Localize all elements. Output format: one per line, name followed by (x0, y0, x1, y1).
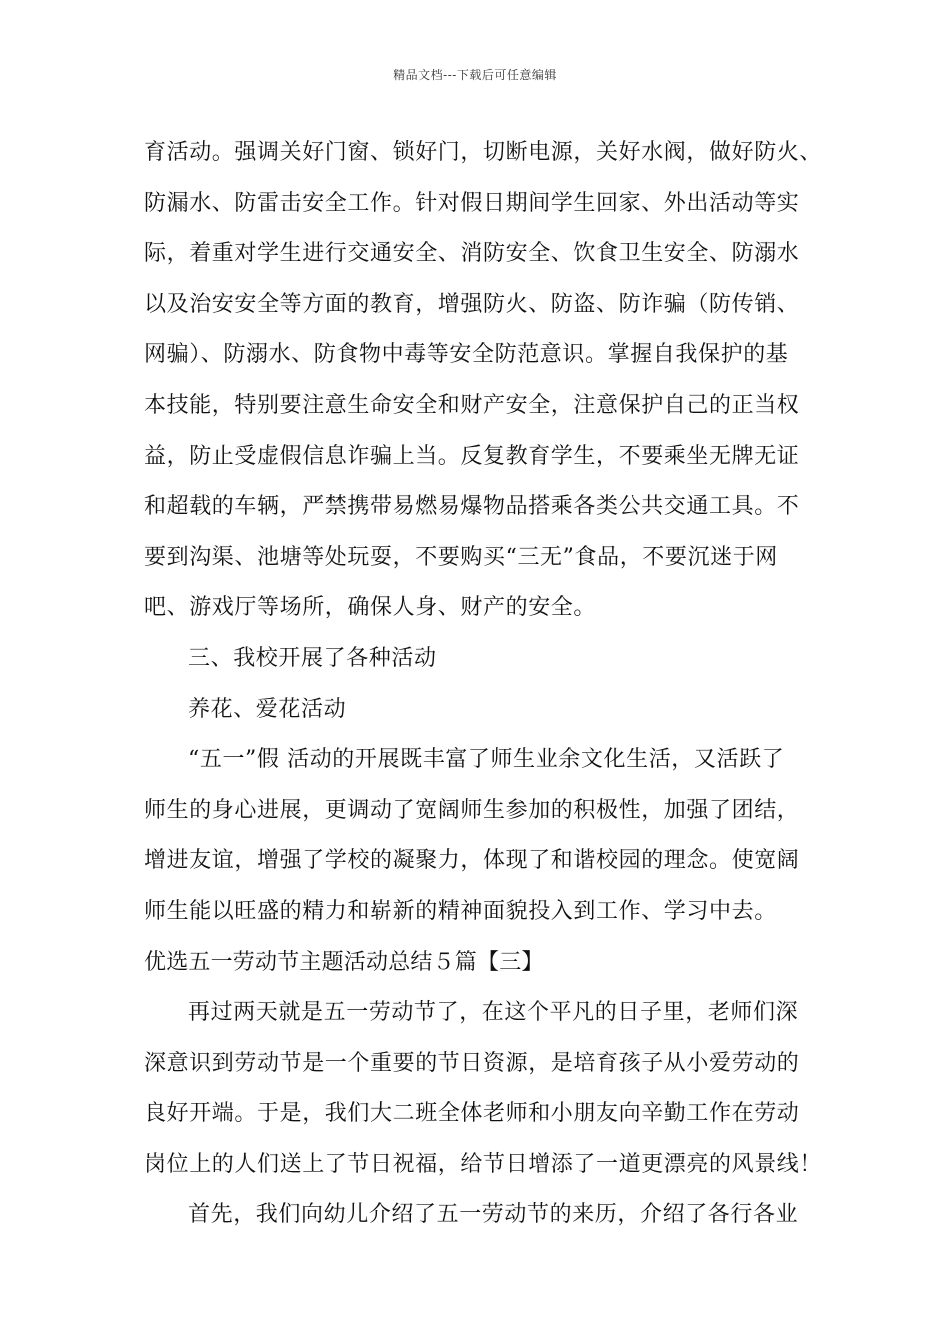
text-line: 网骗）、防溺水、防食物中毒等安全防范意识。掌握自我保护的基 (144, 342, 789, 368)
text-line: 再过两天就是五一劳动节了，在这个平凡的日子里，老师们深 (188, 1000, 799, 1026)
text-line: 良好开端。于是，我们大二班全体老师和小朋友向辛勤工作在劳动 (144, 1101, 800, 1127)
document-body (144, 128, 823, 1241)
text-line: 增进友谊，增强了学校的凝聚力，体现了和谐校园的理念。使宽阔 (144, 848, 800, 874)
text-line: 育活动。强调关好门窗、锁好门，切断电源，关好水阀，做好防火、 (144, 140, 823, 165)
text-line: 益，防止受虚假信息诈骗上当。反复教育学生，不要乘坐无牌无证 (144, 443, 800, 469)
text-line: 师生能以旺盛的精力和崭新的精神面貌投入到工作、学习中去。 (144, 898, 777, 924)
text-line: 师生的身心进展，更调动了宽阔师生参加的积极性，加强了团结， (144, 797, 800, 823)
text-line: 吧、游戏厅等场所，确保人身、财产的安全。 (144, 595, 597, 621)
section-heading: 三、我校开展了各种活动 (188, 645, 437, 671)
text-line: 际，着重对学生进行交通安全、消防安全、饮食卫生安全、防溺水 (144, 241, 800, 267)
text-line: 首先，我们向幼儿介绍了五一劳动节的来历，介绍了各行各业 (188, 1202, 799, 1228)
text-line: 和超载的车辆，严禁携带易燃易爆物品搭乘各类公共交通工具。不 (144, 494, 800, 520)
text-line: “五一”假 活动的开展既丰富了师生业余文化生活，又活跃了 (188, 747, 785, 773)
page-header: 精品文档---下载后可任意编辑 (393, 68, 557, 82)
text-line: 以及治安安全等方面的教育，增强防火、防盗、防诈骗（防传销、 (144, 291, 800, 317)
subsection-heading: 养花、爱花活动 (188, 696, 347, 722)
text-line: 防漏水、防雷击安全工作。针对假日期间学生回家、外出活动等实 (144, 190, 800, 216)
article-title: 优选五一劳动节主题活动总结５篇【三】 (144, 949, 544, 975)
text-line: 本技能，特别要注意生命安全和财产安全，注意保护自己的正当权 (144, 392, 800, 418)
text-line: 岗位上的人们送上了节日祝福，给节日增添了一道更漂亮的风景线！ (144, 1151, 823, 1177)
text-line: 要到沟渠、池塘等处玩耍，不要购买“三无”食品，不要沉迷于网 (144, 544, 778, 570)
text-line: 深意识到劳动节是一个重要的节日资源，是培育孩子从小爱劳动的 (144, 1050, 800, 1076)
